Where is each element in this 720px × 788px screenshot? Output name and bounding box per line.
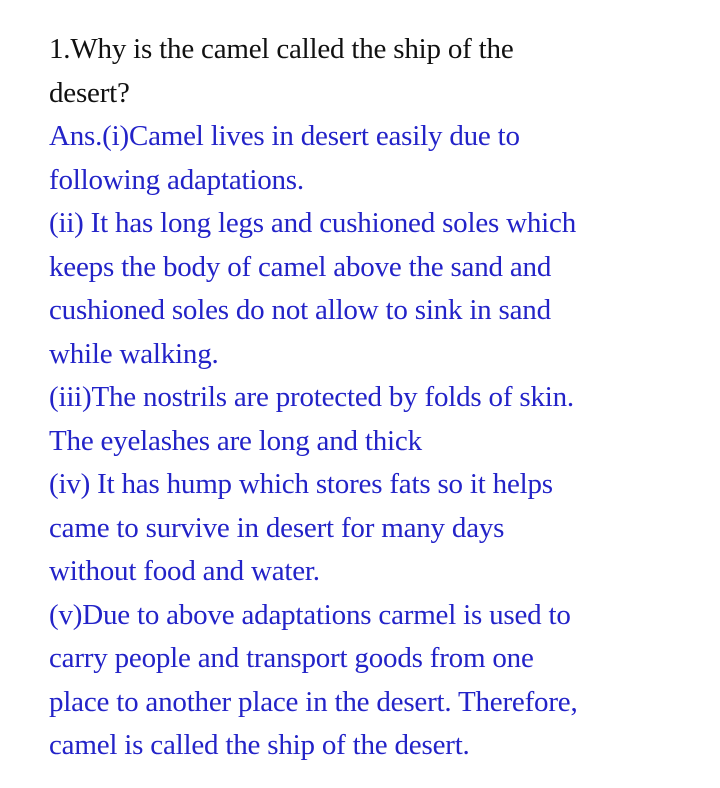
answer-line: cushioned soles do not allow to sink in sand bbox=[49, 294, 551, 326]
answer-line: camel is called the ship of the desert. bbox=[49, 729, 470, 761]
question-line: 1.Why is the camel called the ship of the bbox=[49, 33, 514, 65]
answer-line: without food and water. bbox=[49, 555, 320, 587]
answer-line: keeps the body of camel above the sand and bbox=[49, 250, 552, 283]
answer-line: carry people and transport goods from one bbox=[49, 642, 534, 674]
answer-line: place to another place in the desert. Therefore, bbox=[49, 685, 578, 718]
question-block bbox=[49, 28, 709, 115]
answer-line: (iii)The nostrils are protected by folds of skin. bbox=[49, 381, 574, 413]
question-line: desert? bbox=[49, 76, 130, 109]
answer-line: (ii) It has long legs and cushioned soles which bbox=[49, 207, 577, 239]
answer-line: following adaptations. bbox=[49, 163, 304, 196]
answer-line: Ans.(i)Camel lives in desert easily due to bbox=[49, 120, 520, 152]
answer-line: while walking. bbox=[49, 337, 219, 370]
document-body bbox=[49, 28, 709, 768]
answer-line: came to survive in desert for many days bbox=[49, 511, 505, 544]
answer-line: (v)Due to above adaptations carmel is used to bbox=[49, 598, 571, 631]
answer-line: (iv) It has hump which stores fats so it helps bbox=[49, 468, 553, 500]
answer-block bbox=[49, 115, 709, 768]
answer-line: The eyelashes are long and thick bbox=[49, 424, 422, 457]
